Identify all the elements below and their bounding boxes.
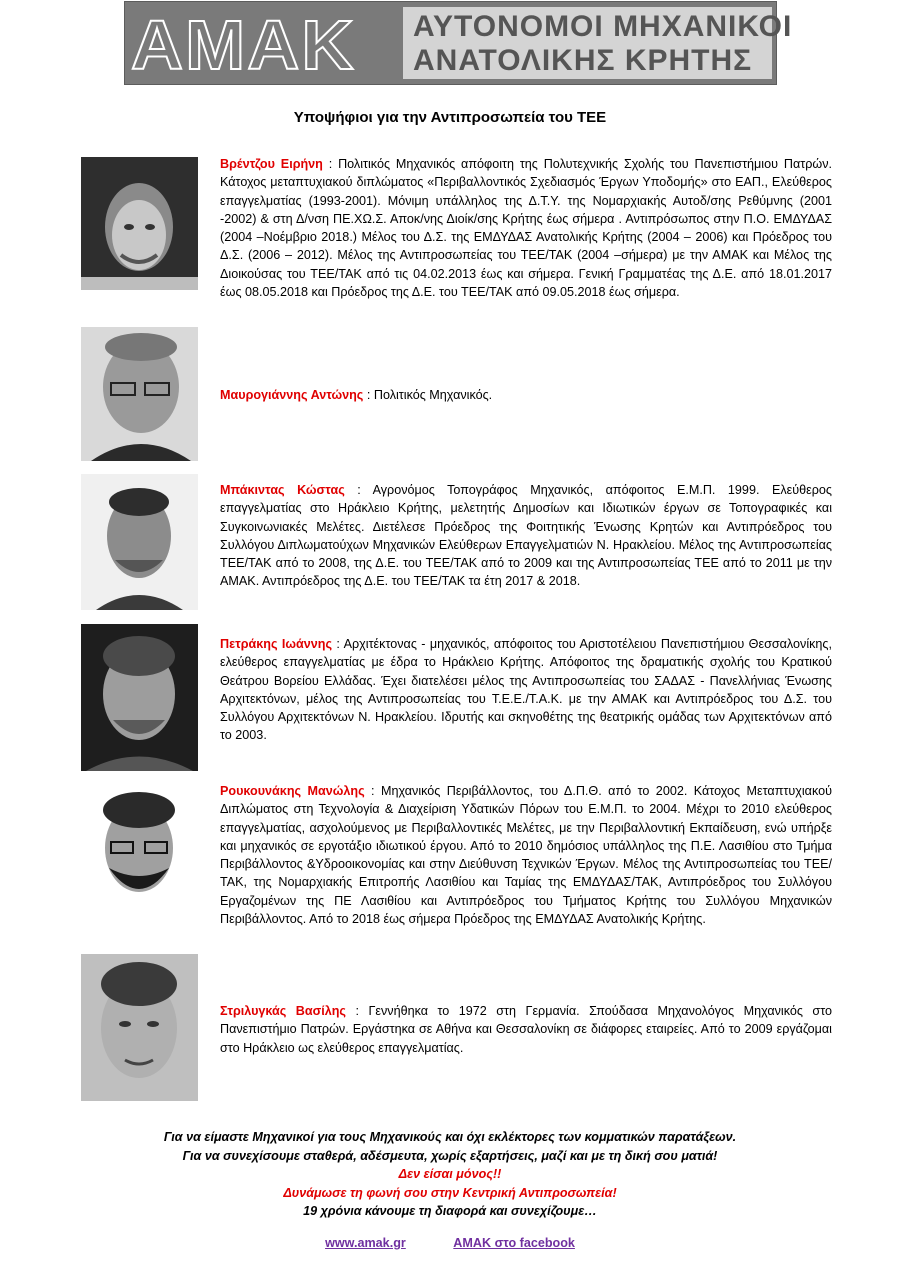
logo-text: AMAK bbox=[131, 6, 356, 84]
footer-slogans bbox=[0, 1128, 900, 1221]
footer-line-4: Δυνάμωσε τη φωνή σου στην Κεντρική Αντιπροσωπεία! bbox=[283, 1185, 617, 1200]
candidate-name-3: Μπάκιντας Κώστας bbox=[220, 483, 345, 497]
footer-line-1: Για να είμαστε Μηχανικοί για τους Μηχανικούς και όχι εκλέκτορες των κομματικών παρατάξεων. bbox=[163, 1130, 737, 1144]
banner-title-line2: ΑΝΑΤΟΛΙΚΗΣ ΚΡΗΤΗΣ bbox=[413, 44, 753, 77]
candidate-text-1: : Πολιτικός Μηχανικός απόφοιτη της Πολυτεχνικής Σχολής του Πανεπιστήμιου Πατρών. Κάτοχος μεταπτυχιακού διπλώματος «Περιβαλλοντικός Σχεδιασμός Έργων Υποδομής» στο ΕΑΠ., Ελεύθερος επαγγελματίας (1993-2001). Μόνιμη υπάλληλος της Δ.Τ.Υ. της Νομαρχιακής Αυτοδ/σης Ρεθύμνης (2001 -2002) & στη Δ/νση ΠΕ.ΧΩ.Σ. Αποκ/νης Διοίκ/σης Κρήτης έως σήμερα . Αντιπρόσωπος στην Π.Ο. ΕΜΔΥΔΑΣ (2004 –Νοέμβριο 2018.) Μέλος του Δ.Σ. της ΕΜΔΥΔΑΣ Ανατολικής Κρήτης (2004 – 2006) και Πρόεδρος του Δ.Σ. (2006 – 2012). Μέλος της Αντιπροσωπείας του ΤΕΕ/ΤΑΚ (2004 –σήμερα) με την ΑΜΑΚ και Μέλος της Διοικούσας του ΤΕΕ/ΤΑΚ από τις 04.02.2013 έως και σήμερα. Γενική Γραμματέας της Δ.Ε. από 18.01.2017 έως 08.05.2018 και Πρόεδρος της Δ.Ε. του ΤΕΕ/ΤΑΚ από 09.05.2018 έως σήμερα. bbox=[220, 157, 832, 300]
candidate-photo-4 bbox=[81, 624, 198, 771]
candidate-name-5: Ρουκουνάκης Μανώλης bbox=[220, 784, 365, 798]
candidate-bio-5 bbox=[220, 782, 832, 928]
candidate-bio-4 bbox=[220, 635, 832, 745]
banner-title-box bbox=[403, 7, 793, 79]
website-link[interactable]: www.amak.gr bbox=[325, 1236, 406, 1250]
candidate-text-5: : Μηχανικός Περιβάλλοντος, του Δ.Π.Θ. από το 2002. Κάτοχος Μεταπτυχιακού Διπλώματος στη Τεχνολογία & Διαχείριση Υδατικών Πόρων του Ε.Μ.Π. το 2004. Μέχρι το 2010 ελεύθερος επαγγελματίας, ασχολούμενος με Περιβαλλοντικές Μελέτες, με την Περιβαλλοντική Εκπαίδευση, ενώ υπήρξε και μηχανικός σε εργοτάξιο ιδιωτικού έργου. Από το 2010 δημόσιος υπάλληλος της Π.Ε. Λασιθίου στο Τμήμα Περιβάλλοντος &Υδροοικονομίας και στην Διεύθυνση Τεχνικών Έργων. Μέλος της Αντιπροσωπείας του ΤΕΕ/ΤΑΚ, της Νομαρχιακής Επιτροπής Λασιθίου και Ταμίας της ΕΜΔΥΔΑΣ/ΤΑΚ, Αντιπρόεδρος του Συλλόγου Εργαζομένων της ΠΕ Λασιθίου και Αντιπρόεδρος του Τμήματος Κρήτης του Συλλόγου Μηχανικών Περιβάλλοντος. Από το 2018 έως σήμερα Πρόεδρος της ΕΜΔΥΔΑΣ Ανατολικής Κρήτης. bbox=[220, 784, 832, 927]
candidate-bio-3 bbox=[220, 481, 832, 591]
candidate-photo-3 bbox=[81, 474, 198, 610]
candidate-photo-6 bbox=[81, 954, 198, 1101]
banner-title-line1: ΑΥΤΟΝΟΜΟΙ ΜΗΧΑΝΙΚΟΙ bbox=[413, 10, 793, 43]
candidate-text-6: : Γεννήθηκα το 1972 στη Γερμανία. Σπούδασα Μηχανολόγος Μηχανικός στο Πανεπιστήμιο Πατρών. Εργάστηκα σε Αθήνα και Θεσσαλονίκη σε διάφορες εταιρείες. Από το 2009 εργάζομαι στο Ηράκλειο ως ελεύθερος επαγγελματίας. bbox=[220, 1004, 832, 1055]
footer-links bbox=[0, 1236, 900, 1250]
footer-line-3: Δεν είσαι μόνος!! bbox=[398, 1167, 502, 1181]
candidate-text-3: : Αγρονόμος Τοπογράφος Μηχανικός, απόφοιτος Ε.Μ.Π. 1999. Ελεύθερος επαγγελματίας στο Ηράκλειο Κρήτης, μελετητής Δημοσίων και Ιδιωτικών έργων σε Τοπογραφικές και Συγκοινωνιακές Μελέτες. Διετέλεσε Πρόεδρος της Φοιτητικής Ένωσης Κρητών και Αντιπρόεδρος του Συλλόγου Διπλωματούχων Μηχανικών Ελεύθερων Επαγγελματιών Ν. Ηρακλείου. Μέλος της Αντιπροσωπείας ΤΕΕ/ΤΑΚ από το 2008, της Δ.Ε. του ΤΕΕ/ΤΑΚ από το 2009 και της Αντιπροσωπείας ΤΕΕ από το 2011 με την ΑΜΑΚ. Αντιπρόεδρος της Δ.Ε. του ΤΕΕ/ΤΑΚ τα έτη 2017 & 2018. bbox=[220, 483, 833, 589]
candidate-photo-1 bbox=[81, 157, 198, 290]
candidate-bio-2 bbox=[220, 386, 832, 404]
candidate-name-6: Στριλυγκάς Βασίλης bbox=[220, 1004, 346, 1018]
candidate-name-1: Βρέντζου Ειρήνη bbox=[220, 157, 323, 171]
facebook-link[interactable]: AMAK στο facebook bbox=[453, 1236, 575, 1250]
candidate-bio-6 bbox=[220, 1002, 832, 1057]
candidate-name-4: Πετράκης Ιωάννης bbox=[220, 637, 333, 651]
footer-line-5: 19 χρόνια κάνουμε τη διαφορά και συνεχίζουμε… bbox=[303, 1204, 597, 1218]
candidate-bio-1 bbox=[220, 155, 832, 301]
page-title: Υποψήφιοι για την Αντιπροσωπεία του ΤΕΕ bbox=[293, 109, 607, 126]
candidate-photo-2 bbox=[81, 327, 198, 461]
header-banner bbox=[124, 1, 793, 85]
candidate-text-4: : Αρχιτέκτονας - μηχανικός, απόφοιτος του Αριστοτέλειου Πανεπιστήμιου Θεσσαλονίκης, ελεύθερος επαγγελματίας με έδρα το Ηράκλειο Κρήτης. Απόφοιτος της δραματικής σχολής του Κρατικού Θεάτρου Βορείου Ελλάδας. Έχει διατελέσει μέλος της Αντιπροσωπείας του ΣΑΔΑΣ - Πανελλήνιας Ένωσης Αρχιτεκτόνων, μέλος της Αντιπροσωπείας του Τ.Ε.Ε./Τ.Α.Κ. με την ΑΜΑΚ και Αντιπρόεδρος του Δ.Σ. του Συλλόγου Αρχιτεκτόνων Ν. Ηρακλείου. Ιδρυτής και σκηνοθέτης της θεατρικής ομάδας των Αρχιτεκτόνων από το 2003. bbox=[220, 637, 832, 743]
amak-logo bbox=[131, 6, 389, 84]
candidate-name-2: Μαυρογιάννης Αντώνης bbox=[220, 388, 364, 402]
candidate-photo-5 bbox=[81, 784, 198, 921]
candidate-text-2: : Πολιτικός Μηχανικός. bbox=[363, 388, 493, 402]
footer-line-2: Για να συνεχίσουμε σταθερά, αδέσμευτα, χωρίς εξαρτήσεις, μαζί και με τη δική σου ματιά! bbox=[182, 1148, 718, 1163]
